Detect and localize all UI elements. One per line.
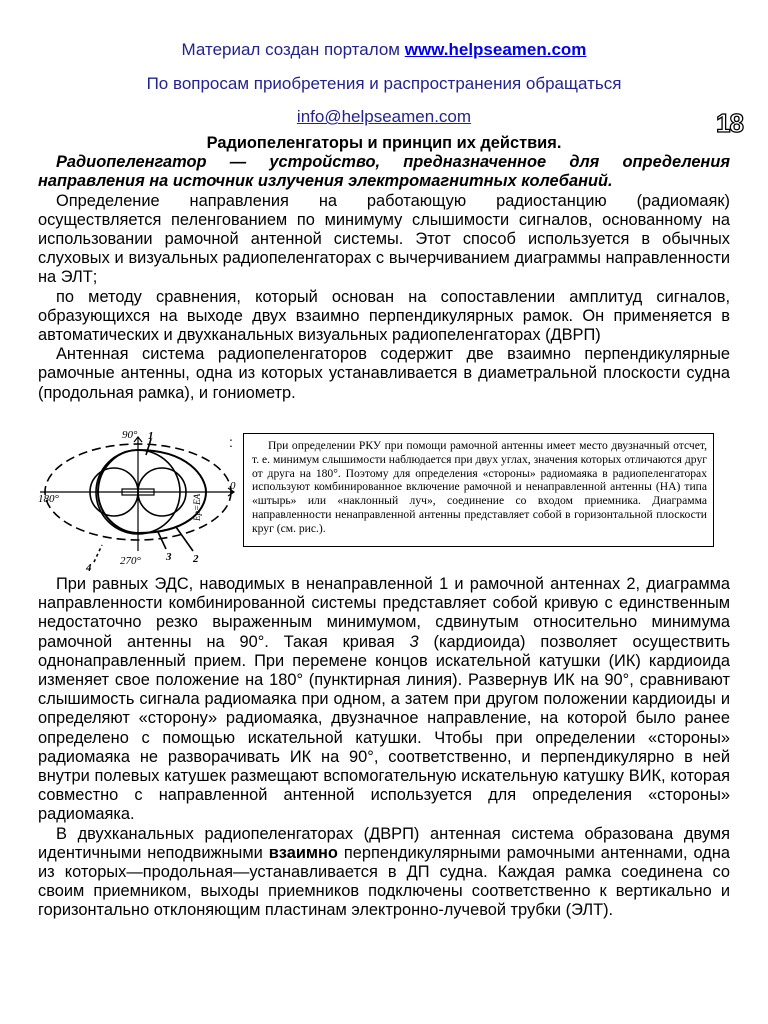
header-line-1 xyxy=(0,40,768,60)
label-1: 1 xyxy=(148,430,154,442)
header-line-2: По вопросам приобретения и распространения обращаться xyxy=(146,74,622,93)
paragraph-last xyxy=(38,825,730,921)
paragraph-main-part-2: (кардиоида) позволяет осуществить однонаправленный прием. При перемене концов искательной катушки (ИК) кардиоида изменяет свое положение на 180° (пунктирная линия). Развернув ИК на 90°, сравнивают слышимость сигнала радиомаяка при одном, а затем при другом положении кардиоиды и определяют «сторону» радиомаяка, двузначное направление, на которой было ранее определено с помощью искательной катушки. Чтобы при определении «стороны» радиомаяка не разворачивать ИК на 90°, соответственно, и перпендикулярно в ней внутри полевых катушек размещают вспомогательную искательную катушку ВИК, которая совместно с направленной антенной используется для определения «стороны» радиомаяка. xyxy=(38,632,731,824)
label-180: 180° xyxy=(38,493,59,505)
label-formula: Eр=EA xyxy=(192,493,202,521)
label-0: 0 xyxy=(230,480,236,492)
text-block-bottom xyxy=(38,575,730,921)
section-title: Радиопеленгаторы и принцип их действия. xyxy=(206,134,562,152)
label-3: 3 xyxy=(166,551,172,563)
paragraph-1: Определение направления на работающую радиостанцию (радиомаяк) осуществляется пеленгованием по минимуму слышимости сигналов, основанному на использовании рамочной антенной системы. Этот способ используется в обычных слуховых и визуальных радиопеленгаторах с вычерчиванием диаграммы направленности на ЭЛТ; xyxy=(38,191,730,287)
header-line-3 xyxy=(0,107,768,127)
paragraph-3: Антенная система радиопеленгаторов содержит две взаимно перпендикулярные рамочные антенны, одна из которых устанавливается в диаметральной плоскости судна (продольная рамка), и гониометр. xyxy=(38,345,730,402)
site-link[interactable]: www.helpseamen.com xyxy=(404,40,587,59)
figure-colon: : xyxy=(229,434,233,450)
bold-word: взаимно xyxy=(268,843,338,862)
paragraph-main xyxy=(38,575,730,825)
label-2: 2 xyxy=(193,553,199,565)
note-box: При определении РКУ при помощи рамочной антенны имеет место двузначный отсчет, т. е. минимум слышимости наблюдается при двух углах, значения которых отличаются друг от друга на 180°. Поэтому для определения «стороны» радиомаяка в радиопеленгаторах используют комбинированное включение рамочной и ненаправленной антенны (НА) типа «штырь» или «наклонный луч», соединение со входом приемника. Диаграмма направленности ненаправленной антенны представляет собой в горизонтальной плоскости круг (см. рис.). xyxy=(243,433,714,547)
email-link[interactable]: info@helpseamen.com xyxy=(296,107,472,126)
paragraph-2: по методу сравнения, который основан на сопоставлении амплитуд сигналов, образующихся на выходе двух взаимно перпендикулярных рамок. Он применяется в автоматических и двухканальных визуальных радиопеленгаторах (ДВРП) xyxy=(38,287,730,345)
label-4: 4 xyxy=(86,562,92,571)
text-block-top xyxy=(38,134,730,403)
page-number: 18 xyxy=(716,108,743,138)
label-90: 90° xyxy=(122,429,138,441)
paragraph-last-part-1: В двухканальных радиопеленгаторах (ДВРП) антенная система образована двумя идентичными неподвижными xyxy=(38,824,730,862)
definition-paragraph: Радиопеленгатор — устройство, предназначенное для определения направления на источник излучения электромагнитных колебаний. xyxy=(38,153,730,191)
curve-number: 3 xyxy=(409,632,419,651)
paragraph-last-part-2: перпендикулярными рамочными антеннами, одна из которых—продольная—устанавливается в ДП судна. Каждая рамка соединена со своим приемником, выходы приемников подключены соответственно к вертикально и горизонтально отклоняющим пластинам электронно-лучевой трубки (ЭЛТ). xyxy=(38,843,730,920)
header-prefix: Материал создан порталом xyxy=(181,40,405,59)
paragraph-main-part-1: При равных ЭДС, наводимых в ненаправленной 1 и рамочной антеннах 2, диаграмма направленности комбинированной системы представляет собой кривую с единственным недостаточно резко выраженным минимумом, сдвинутым относительно минимума рамочной антенны на 90°. Такая кривая xyxy=(38,575,730,651)
label-270: 270° xyxy=(120,555,141,567)
cardioid-diagram xyxy=(38,429,240,571)
